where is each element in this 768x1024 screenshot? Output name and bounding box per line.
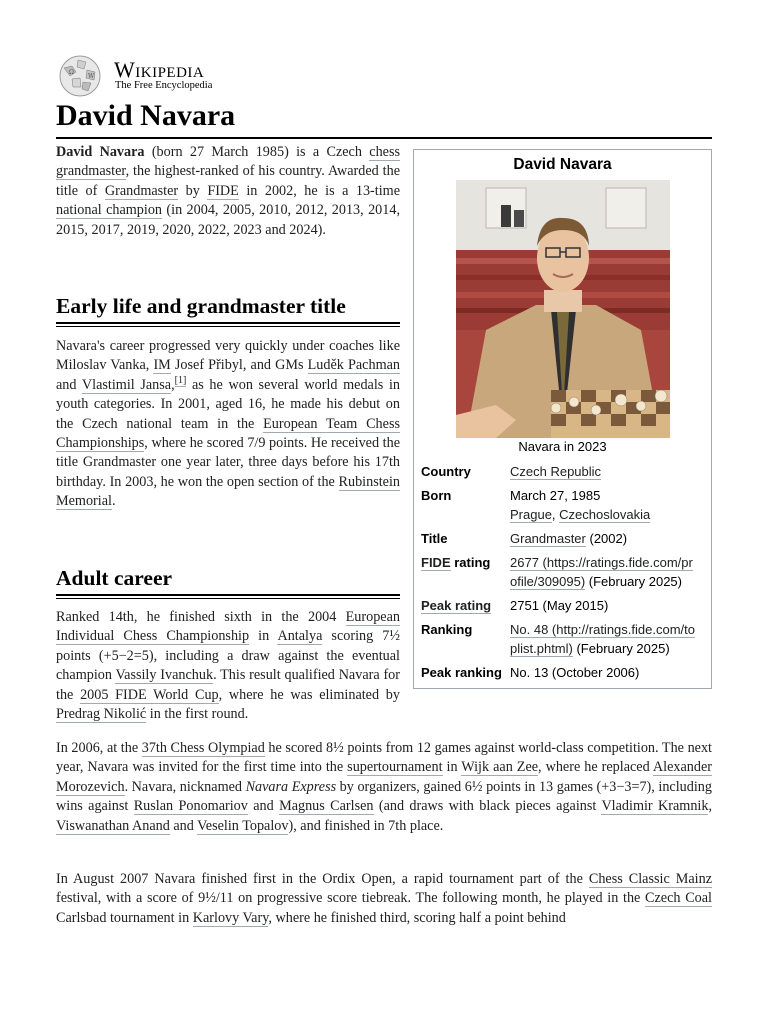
infobox-row-fide-rating: FIDE rating 2677 (https://ratings.fide.com/pr ofile/309095) (February 2025) bbox=[421, 555, 693, 589]
link-vlastimil-jansa[interactable]: Vlastimil Jansa bbox=[81, 376, 172, 393]
portrait-image bbox=[456, 180, 670, 438]
heading-divider bbox=[56, 322, 400, 327]
link-fide-toplist-cont[interactable]: plist.phtml) bbox=[510, 641, 573, 656]
link-czech-coal[interactable]: Czech Coal bbox=[645, 890, 712, 907]
link-national-champion[interactable]: national champion bbox=[56, 202, 163, 219]
link-karlovy-vary[interactable]: Karlovy Vary bbox=[192, 909, 269, 926]
link-european-team-chess-championships[interactable]: European Team Chess Championships bbox=[56, 415, 400, 452]
infobox-row-title: Title Grandmaster (2002) bbox=[421, 531, 628, 546]
link-czechoslovakia[interactable]: Czechoslovakia bbox=[559, 507, 651, 522]
infobox-row-peak-ranking: Peak ranking No. 13 (October 2006) bbox=[421, 665, 640, 680]
subject-name: David Navara bbox=[56, 144, 145, 160]
svg-text:Ω: Ω bbox=[69, 69, 74, 76]
link-im[interactable]: IM bbox=[153, 357, 171, 374]
adult-career-paragraph-3: In August 2007 Navara finished first in the Ordix Open, a rapid tournament part of the Chess Classic Mainz festival, with a score of 9½/11 on progressive score tiebreak. The following month, he played in the Czech Coal Carlsbad tournament in Karlovy Vary, where he finished third, scoring half a point behind bbox=[56, 871, 712, 926]
link-european-individual-chess-championship[interactable]: European Individual Chess Championship bbox=[56, 609, 400, 645]
heading-early-life: Early life and grandmaster title bbox=[56, 294, 346, 318]
link-supertournament[interactable]: supertournament bbox=[347, 759, 443, 776]
link-2005-fide-world-cup[interactable]: 2005 FIDE World Cup bbox=[80, 686, 219, 703]
wikipedia-wordmark: Wikipedia bbox=[114, 57, 205, 82]
link-chess-classic-mainz[interactable]: Chess Classic Mainz bbox=[588, 871, 712, 887]
link-czech-republic[interactable]: Czech Republic bbox=[510, 464, 602, 479]
link-fide-profile-cont[interactable]: ofile/309095) bbox=[510, 574, 586, 589]
link-fide-label[interactable]: FIDE bbox=[421, 555, 451, 570]
link-rubinstein-memorial[interactable]: Rubinstein Memorial bbox=[56, 473, 400, 510]
link-prague[interactable]: Prague bbox=[510, 507, 552, 522]
link-predrag-nikolic[interactable]: Predrag Nikolić bbox=[56, 706, 147, 723]
heading-divider bbox=[56, 594, 400, 599]
infobox-row-ranking: Ranking No. 48 (http://ratings.fide.com/to plist.phtml) (February 2025) bbox=[421, 622, 695, 656]
link-viswanathan-anand[interactable]: Viswanathan Anand bbox=[56, 817, 170, 834]
intro-paragraph: David Navara (born 27 March 1985) is a Czech chess grandmaster, the highest-ranked of his country. Awarded the title of Grandmaster by FIDE in 2002, he is a 13-time national champion (in 2004, 2005, 2010, 2012, 2013, 2014, 2015, 2017, 2019, 2020, 2022, 2023 and 2024). bbox=[56, 144, 400, 238]
infobox-row-peak-rating: Peak rating 2751 (May 2015) bbox=[421, 598, 609, 613]
infobox-title: David Navara bbox=[513, 156, 612, 173]
photo-caption: Navara in 2023 bbox=[518, 439, 607, 454]
adult-career-paragraph-2: In 2006, at the 37th Chess Olympiad he scored 8½ points from 12 games against world-class competition. The next year, Navara was invited for the first time into the supertournament in Wijk aan Zee, where he replaced Alexander Morozevich. Navara, nicknamed Navara Express by organizers, gained 6½ points in 13 games (+3−3=7), including wins against Ruslan Ponomariov and Magnus Carlsen (and draws with black pieces against Vladimir Kramnik, Viswanathan Anand and Veselin Topalov), and finished in 7th place. bbox=[56, 740, 712, 834]
link-vassily-ivanchuk[interactable]: Vassily Ivanchuk bbox=[115, 667, 214, 684]
infobox-row-born: Born March 27, 1985 Prague, Czechoslovakia bbox=[421, 488, 651, 522]
portrait-photo[interactable] bbox=[456, 180, 670, 438]
early-life-paragraph: Navara's career progressed very quickly under coaches like Miloslav Vanka, IM Josef Přibyl, and GMs Luděk Pachman and Vlastimil Jansa,[1] as he won several world medals in youth categories. In 2001, aged 16, he made his debut on the Czech national team in the European Team Chess Championships, where he scored 7/9 points. He received the title Grandmaster one year later, three days before his 17th birthday. In 2003, he won the open section of the Rubinstein Memorial. bbox=[56, 338, 401, 510]
link-wijk-aan-zee[interactable]: Wijk aan Zee bbox=[461, 759, 539, 776]
link-37th-chess-olympiad[interactable]: 37th Chess Olympiad bbox=[141, 740, 265, 756]
link-grandmaster-title[interactable]: Grandmaster bbox=[510, 531, 586, 546]
link-vladimir-kramnik[interactable]: Vladimir Kramnik bbox=[601, 798, 709, 815]
infobox-row-country: Country Czech Republic bbox=[421, 464, 602, 479]
link-ludek-pachman[interactable]: Luděk Pachman bbox=[307, 357, 400, 374]
link-fide[interactable]: FIDE bbox=[207, 182, 239, 199]
wikipedia-globe-icon bbox=[56, 54, 104, 98]
link-chess-grandmaster[interactable]: chess grandmaster bbox=[56, 144, 400, 180]
nickname: Navara Express bbox=[245, 778, 337, 795]
link-ruslan-ponomariov[interactable]: Ruslan Ponomariov bbox=[133, 798, 248, 815]
infobox bbox=[413, 149, 712, 689]
link-antalya[interactable]: Antalya bbox=[277, 628, 323, 645]
svg-text:W: W bbox=[88, 73, 95, 80]
reference-link[interactable]: [1] bbox=[174, 375, 187, 387]
link-fide-profile[interactable]: 2677 (https://ratings.fide.com/pr bbox=[510, 555, 693, 570]
link-grandmaster[interactable]: Grandmaster bbox=[104, 182, 179, 199]
page-title: David Navara bbox=[56, 96, 712, 139]
wikipedia-tagline: The Free Encyclopedia bbox=[115, 80, 213, 91]
adult-career-paragraph-1: Ranked 14th, he finished sixth in the 2004 European Individual Chess Championship in Antalya scoring 7½ points (+5−2=5), including a draw against the eventual champion Vassily Ivanchuk. This result qualified Navara for the 2005 FIDE World Cup, where he was eliminated by Predrag Nikolić in the first round. bbox=[56, 609, 400, 723]
link-peak-rating[interactable]: Peak rating bbox=[421, 598, 492, 613]
link-veselin-topalov[interactable]: Veselin Topalov bbox=[197, 817, 289, 834]
link-magnus-carlsen[interactable]: Magnus Carlsen bbox=[279, 798, 374, 815]
heading-adult-career: Adult career bbox=[56, 566, 173, 590]
wikipedia-logo[interactable] bbox=[56, 54, 256, 98]
link-alexander-morozevich[interactable]: Alexander Morozevich bbox=[56, 759, 712, 795]
link-fide-toplist[interactable]: No. 48 (http://ratings.fide.com/to bbox=[510, 622, 695, 637]
